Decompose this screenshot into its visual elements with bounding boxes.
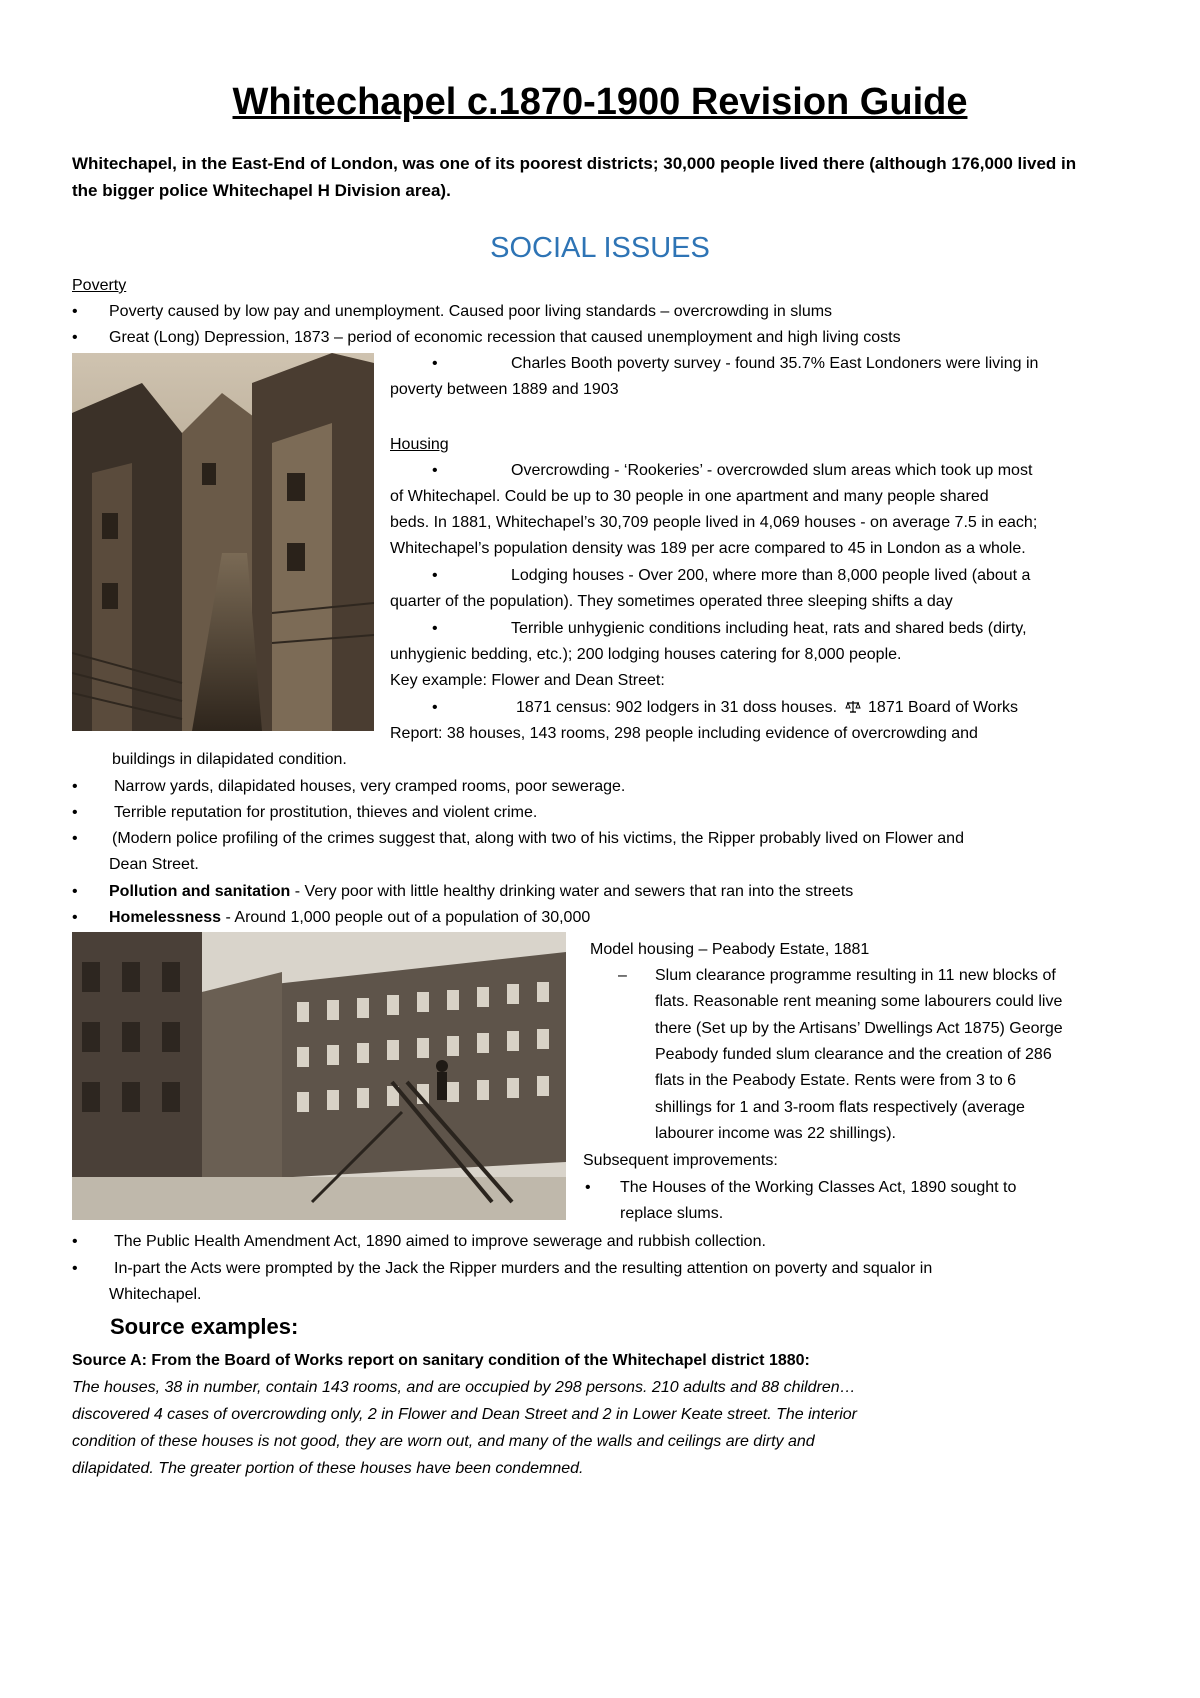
source-a-quote-4: dilapidated. The greater portion of these houses have been condemned. [72, 1460, 584, 1477]
housing-heading: Housing [390, 436, 449, 453]
census-line-2: Report: 38 houses, 143 rooms, 298 people including evidence of overcrowding and [390, 725, 978, 742]
source-a-quote-1: The houses, 38 in number, contain 143 rooms, and are occupied by 298 persons. 210 adults and 88 children… [72, 1379, 856, 1396]
model-housing-line-4: Peabody funded slum clearance and the creation of 286 [655, 1046, 1052, 1063]
homelessness-text: - Around 1,000 people out of a population of 30,000 [221, 909, 591, 926]
model-housing-line-6: shillings for 1 and 3-room flats respectively (average [655, 1099, 1025, 1116]
booth-survey-line-1: Charles Booth poverty survey - found 35.7% East Londoners were living in [511, 355, 1039, 372]
bullet-icon: • [432, 462, 438, 479]
model-housing-line-1: Slum clearance programme resulting in 11 new blocks of [655, 967, 1056, 984]
census-line-3: buildings in dilapidated condition. [112, 751, 347, 768]
homelessness-label: Homelessness [109, 909, 222, 926]
pollution-line [109, 879, 853, 905]
booth-survey-line-2: poverty between 1889 and 1903 [390, 381, 619, 398]
bullet-icon: • [72, 778, 78, 795]
bullet-icon: • [72, 909, 78, 926]
profiling-line-2: Dean Street. [109, 856, 199, 873]
reputation: Terrible reputation for prostitution, thieves and violent crime. [114, 804, 538, 821]
ripper-line-2: Whitechapel. [109, 1286, 202, 1303]
dash-icon: – [618, 967, 627, 984]
working-classes-act-line-2: replace slums. [620, 1205, 724, 1222]
census-line-1 [516, 695, 1018, 721]
overcrowding-line-3: beds. In 1881, Whitechapel’s 30,709 people lived in 4,069 houses - on average 7.5 in each; [390, 514, 1038, 531]
model-housing-line-7: labourer income was 22 shillings). [655, 1125, 896, 1142]
key-example: Key example: Flower and Dean Street: [390, 672, 665, 689]
model-housing-line-3: there (Set up by the Artisans’ Dwellings Act 1875) George [655, 1020, 1063, 1037]
narrow-yards: Narrow yards, dilapidated houses, very cramped rooms, poor sewerage. [114, 778, 626, 795]
intro-paragraph: Whitechapel, in the East-End of London, was one of its poorest districts; 30,000 people lived there (although 176,000 lived in the bigger police Whitechapel H Division area). [72, 154, 1077, 200]
public-health-act: The Public Health Amendment Act, 1890 aimed to improve sewerage and rubbish collection. [114, 1233, 766, 1250]
model-housing-line-5: flats in the Peabody Estate. Rents were from 3 to 6 [655, 1072, 1017, 1089]
bullet-icon: • [72, 329, 78, 346]
poverty-heading: Poverty [72, 277, 127, 294]
working-classes-act-line-1: The Houses of the Working Classes Act, 1890 sought to [620, 1179, 1017, 1196]
model-housing-heading: Model housing – Peabody Estate, 1881 [590, 941, 870, 958]
homelessness-line [109, 905, 590, 931]
poverty-bullet-2: Great (Long) Depression, 1873 – period of economic recession that caused unemployment and high living costs [109, 329, 901, 346]
source-a-title: Source A: From the Board of Works report on sanitary condition of the Whitechapel district 1880: [72, 1352, 810, 1369]
bullet-icon: • [72, 804, 78, 821]
source-a-quote-2: discovered 4 cases of overcrowding only, 2 in Flower and Dean Street and 2 in Lower Keate street. The interior [72, 1406, 858, 1423]
bullet-icon: • [72, 303, 78, 320]
bullet-icon: • [432, 355, 438, 372]
lodging-line-1: Lodging houses - Over 200, where more than 8,000 people lived (about a [511, 567, 1031, 584]
scales-icon [845, 700, 861, 714]
lodging-line-2: quarter of the population). They sometimes operated three sleeping shifts a day [390, 593, 953, 610]
profiling-line-1: (Modern police profiling of the crimes suggest that, along with two of his victims, the Ripper probably lived on Flower and [112, 830, 964, 847]
model-housing-line-2: flats. Reasonable rent meaning some labourers could live [655, 993, 1063, 1010]
bullet-icon: • [585, 1179, 591, 1196]
section-heading: SOCIAL ISSUES [490, 232, 710, 264]
bullet-icon: • [432, 620, 438, 637]
unhygienic-line-2: unhygienic bedding, etc.); 200 lodging houses catering for 8,000 people. [390, 646, 902, 663]
unhygienic-line-1: Terrible unhygienic conditions including heat, rats and shared beds (dirty, [511, 620, 1027, 637]
subsequent-improvements: Subsequent improvements: [583, 1152, 778, 1169]
source-a-quote-3: condition of these houses is not good, they are worn out, and many of the walls and ceilings are dirty and [72, 1433, 815, 1450]
bullet-icon: • [72, 1260, 78, 1277]
pollution-label: Pollution and sanitation [109, 883, 291, 900]
census-board-text: 1871 Board of Works [868, 699, 1019, 716]
overcrowding-line-1: Overcrowding - ‘Rookeries’ - overcrowded slum areas which took up most [511, 462, 1033, 479]
bullet-icon: • [72, 883, 78, 900]
bullet-icon: • [432, 567, 438, 584]
rookery-alley-photo [72, 353, 374, 731]
bullet-icon: • [72, 1233, 78, 1250]
overcrowding-line-4: Whitechapel’s population density was 189 per acre compared to 45 in London as a whole. [390, 540, 1026, 557]
bullet-icon: • [432, 699, 438, 716]
peabody-estate-photo [72, 932, 566, 1220]
pollution-text: - Very poor with little healthy drinking water and sewers that ran into the streets [290, 883, 854, 900]
overcrowding-line-2: of Whitechapel. Could be up to 30 people in one apartment and many people shared [390, 488, 989, 505]
ripper-line-1: In-part the Acts were prompted by the Jack the Ripper murders and the resulting attention on poverty and squalor in [114, 1260, 933, 1277]
census-text: 1871 census: 902 lodgers in 31 doss houses. [516, 699, 838, 716]
bullet-icon: • [72, 830, 78, 847]
poverty-bullet-1: Poverty caused by low pay and unemployment. Caused poor living standards – overcrowding in slums [109, 303, 833, 320]
source-examples-heading: Source examples: [110, 1314, 299, 1339]
page-title: Whitechapel c.1870-1900 Revision Guide [232, 81, 968, 123]
